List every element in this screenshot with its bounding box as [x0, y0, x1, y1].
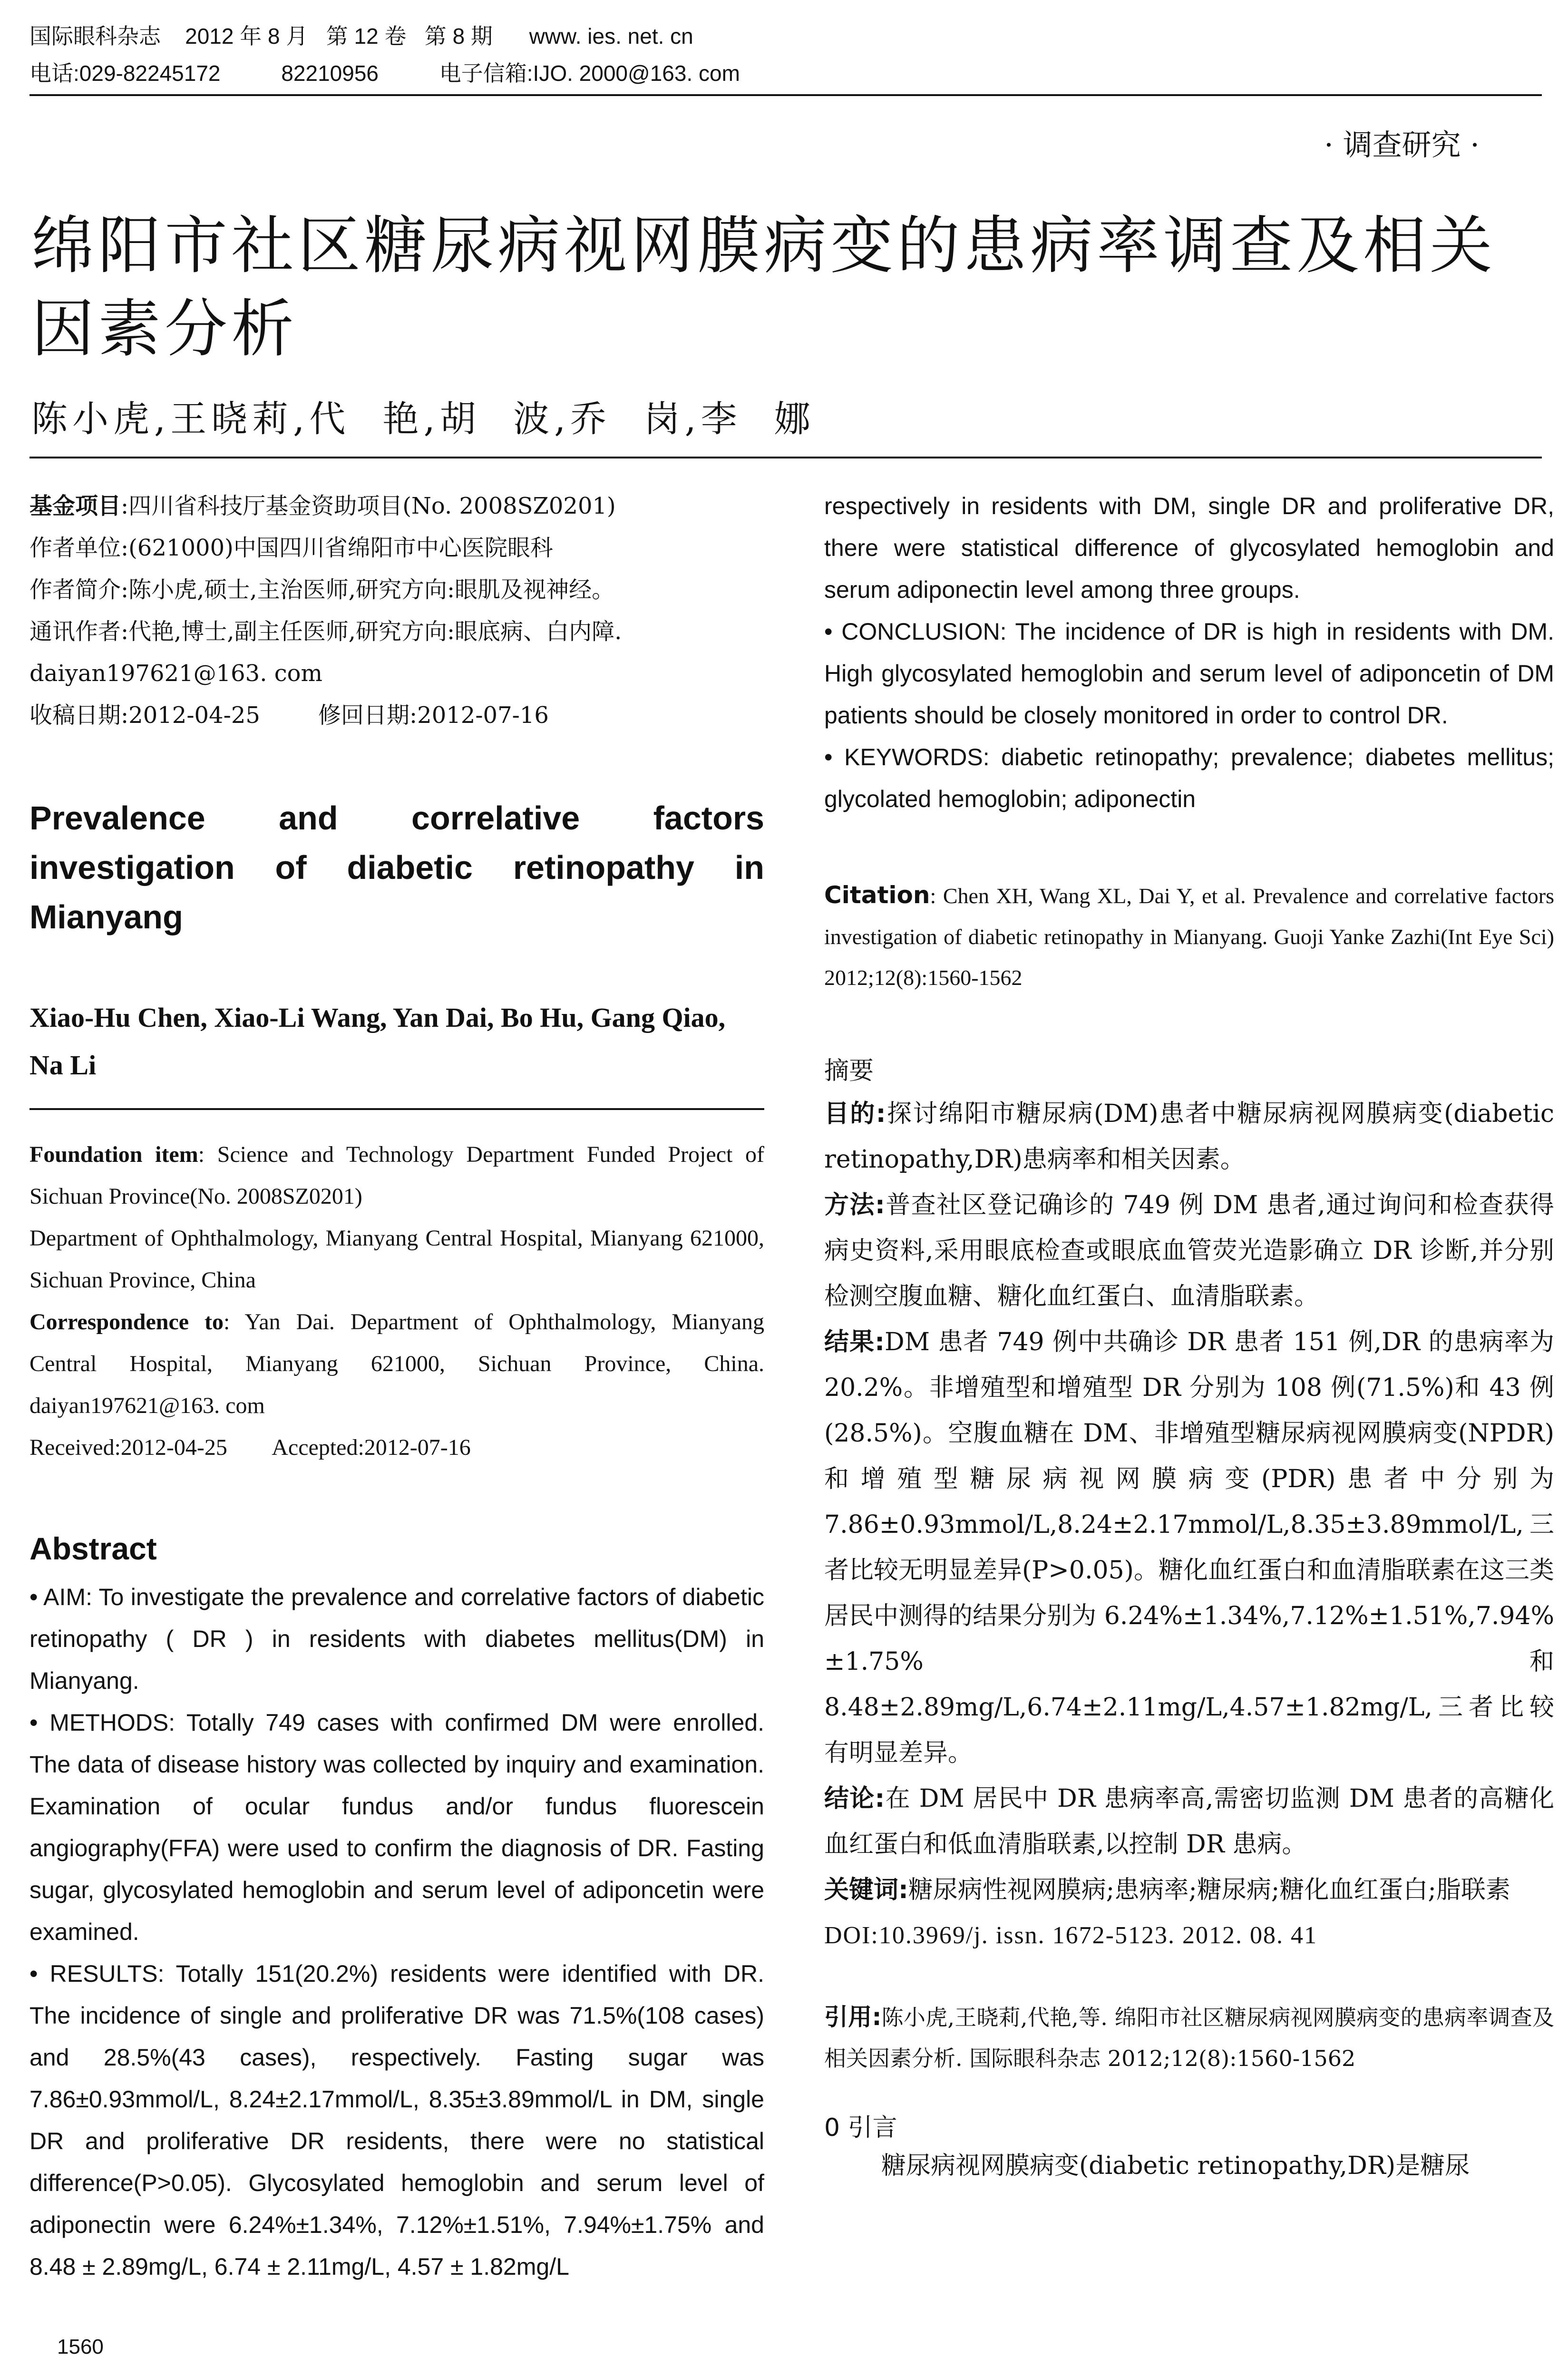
citation-en: Citation: Chen XH, Wang XL, Dai Y, et al. Prevalence and correlative factors investigation of diabetic retinopathy in Mianyang. Guoji Yanke Zazhi(Int Eye Sci) 2012;12(8):1560-1562 — [824, 881, 1554, 990]
header-rule — [29, 94, 1542, 96]
abstract-methods: • METHODS: Totally 749 cases with confirmed DM were enrolled. The data of disease history was collected by inquiry and examination. Examination of ocular fundus and/or fundus fluorescein angiography(FFA) were used to confirm the diagnosis of DR. Fasting sugar, glycosylated hemoglobin and serum level of adiponcetin were examined. — [29, 1709, 764, 1945]
meta-foundation-cn: 基金项目:四川省科技厅基金资助项目(No. 2008SZ0201) — [29, 493, 616, 519]
abstract-aim: • AIM: To investigate the prevalence and correlative factors of diabetic retinopathy ( DR ) in residents with diabetes mellitus(DM) in Mianyang. — [29, 1584, 764, 1694]
abstract-cn-conclusion: 结论:在 DM 居民中 DR 患病率高,需密切监测 DM 患者的高糖化血红蛋白和低血清脂联素,以控制 DR 患病。 — [824, 1784, 1555, 1859]
authors-en: Xiao-Hu Chen, Xiao-Li Wang, Yan Dai, Bo Hu, Gang Qiao, Na Li — [29, 1002, 726, 1081]
meta-affiliation-cn: 作者单位:(621000)中国四川省绵阳市中心医院眼科 — [29, 535, 553, 561]
abstract-results-continued: respectively in residents with DM, single DR and proliferative DR, there were statistical difference of glycosylated hemoglobin and serum adiponectin level among three groups. — [824, 493, 1554, 603]
abstract-heading: Abstract — [29, 1531, 157, 1566]
abstract-cn-keywords: 关键词:糖尿病性视网膜病;患病率;糖尿病;糖化血红蛋白;脂联素 — [824, 1876, 1510, 1904]
intro-text: 糖尿病视网膜病变(diabetic retinopathy,DR)是糖尿 — [881, 2152, 1470, 2180]
authors-cn: 陈小虎,王晓莉,代 艳,胡 波,乔 岗,李 娜 — [31, 398, 816, 440]
intro-heading: 0 引言 — [824, 2114, 897, 2142]
left-column — [29, 485, 764, 2288]
title-rule — [29, 457, 1542, 458]
abstract-results: • RESULTS: Totally 151(20.2%) residents were identified with DR. The incidence of single and proliferative DR was 71.5%(108 cases) and 28.5%(43 cases), respectively. Fasting sugar was 7.86±0.93mmol/L, 8.24±2.17mmol/L, 8.35±3.89mmol/L in DM, single DR and proliferative DR residents, there were no statistical difference(P>0.05). Glycosylated hemoglobin and serum level of adiponectin were 6.24%±1.34%, 7.12%±1.51%, 7.94%±1.75% and 8.48 ± 2.89mg/L, 6.74 ± 2.11mg/L, 4.57 ± 1.82mg/L — [29, 1960, 764, 2280]
abstract-cn-results: 结果:DM 患者 749 例中共确诊 DR 患者 151 例,DR 的患病率为 20.2%。非增殖型和增殖型 DR 分别为 108 例(71.5%)和 43 例(28.5%)。空腹血糖在 DM、非增殖型糖尿病视网膜病变(NPDR)和增殖型糖尿病视网膜病变(PDR)患者中分别为 7.86±0.93mmol/L,8.24±2.17mmol/L,8.35±3.89mmol/L,三者比较无明显差异(P>0.05)。糖化血红蛋白和血清脂联素在这三类居民中测得的结果分别为 6.24%±1.34%,7.12%±1.51%,7.94%±1.75% 和 8.48±2.89mg/L,6.74±2.11mg/L,4.57±1.82mg/L,三者比较有明显差异。 — [824, 1328, 1554, 1767]
citation-cn: 引用:陈小虎,王晓莉,代艳,等. 绵阳市社区糖尿病视网膜病变的患病率调查及相关因素分析. 国际眼科杂志 2012;12(8):1560-1562 — [824, 2003, 1554, 2071]
abstract-cn-heading: 摘要 — [824, 1057, 874, 1085]
abstract-cn-aim: 目的:探讨绵阳市糖尿病(DM)患者中糖尿病视网膜病变(diabetic retinopathy,DR)患病率和相关因素。 — [824, 1100, 1554, 1174]
right-column — [824, 485, 1554, 2189]
journal-header-line1: 国际眼科杂志 2012 年 8 月 第 12 卷 第 8 期 www. ies. net. cn — [29, 24, 693, 49]
section-tag: · 调查研究 · — [1324, 127, 1480, 162]
abstract-keywords: • KEYWORDS: diabetic retinopathy; prevalence; diabetes mellitus; glycolated hemoglobin; adiponectin — [824, 744, 1554, 812]
author-divider — [29, 1108, 764, 1110]
department-en: Department of Ophthalmology, Mianyang Central Hospital, Mianyang 621000, Sichuan Province, China — [29, 1226, 764, 1293]
article-title-cn: 绵阳市社区糖尿病视网膜病变的患病率调查及相关因素分析 — [31, 209, 1496, 366]
meta-dates-cn: 收稿日期:2012-04-25 修回日期:2012-07-16 — [29, 702, 549, 729]
meta-email-cn: daiyan197621@163. com — [29, 660, 323, 687]
meta-bio-cn: 作者简介:陈小虎,硕士,主治医师,研究方向:眼肌及视神经。 — [29, 576, 615, 603]
journal-header-line2: 电话:029-82245172 82210956 电子信箱:IJO. 2000@163. com — [29, 61, 740, 86]
page-number: 1560 — [57, 2335, 104, 2358]
correspondence-en: Correspondence to: Yan Dai. Department of Ophthalmology, Mianyang Central Hospital, Mianyang 621000, Sichuan Province, China. daiyan197621@163. com — [29, 1309, 764, 1418]
received-en: Received:2012-04-25 Accepted:2012-07-16 — [29, 1435, 471, 1460]
abstract-conclusion: • CONCLUSION: The incidence of DR is high in residents with DM. High glycosylated hemoglobin and serum level of adiponcetin of DM patients should be closely monitored in order to control DR. — [824, 618, 1554, 729]
doi: DOI:10.3969/j. issn. 1672-5123. 2012. 08. 41 — [824, 1922, 1317, 1949]
abstract-cn-methods: 方法:普查社区登记确诊的 749 例 DM 患者,通过询问和检查获得病史资料,采用眼底检查或眼底血管荧光造影确立 DR 诊断,并分别检测空腹血糖、糖化血红蛋白、血清脂联素。 — [824, 1191, 1554, 1311]
foundation-en: Foundation item: Science and Technology Department Funded Project of Sichuan Province(No. 2008SZ0201) — [29, 1142, 765, 1209]
article-title-en: Prevalence and correlative factors investigation of diabetic retinopathy in Mianyang — [29, 799, 764, 935]
meta-correspondence-cn: 通讯作者:代艳,博士,副主任医师,研究方向:眼底病、白内障. — [29, 618, 622, 645]
